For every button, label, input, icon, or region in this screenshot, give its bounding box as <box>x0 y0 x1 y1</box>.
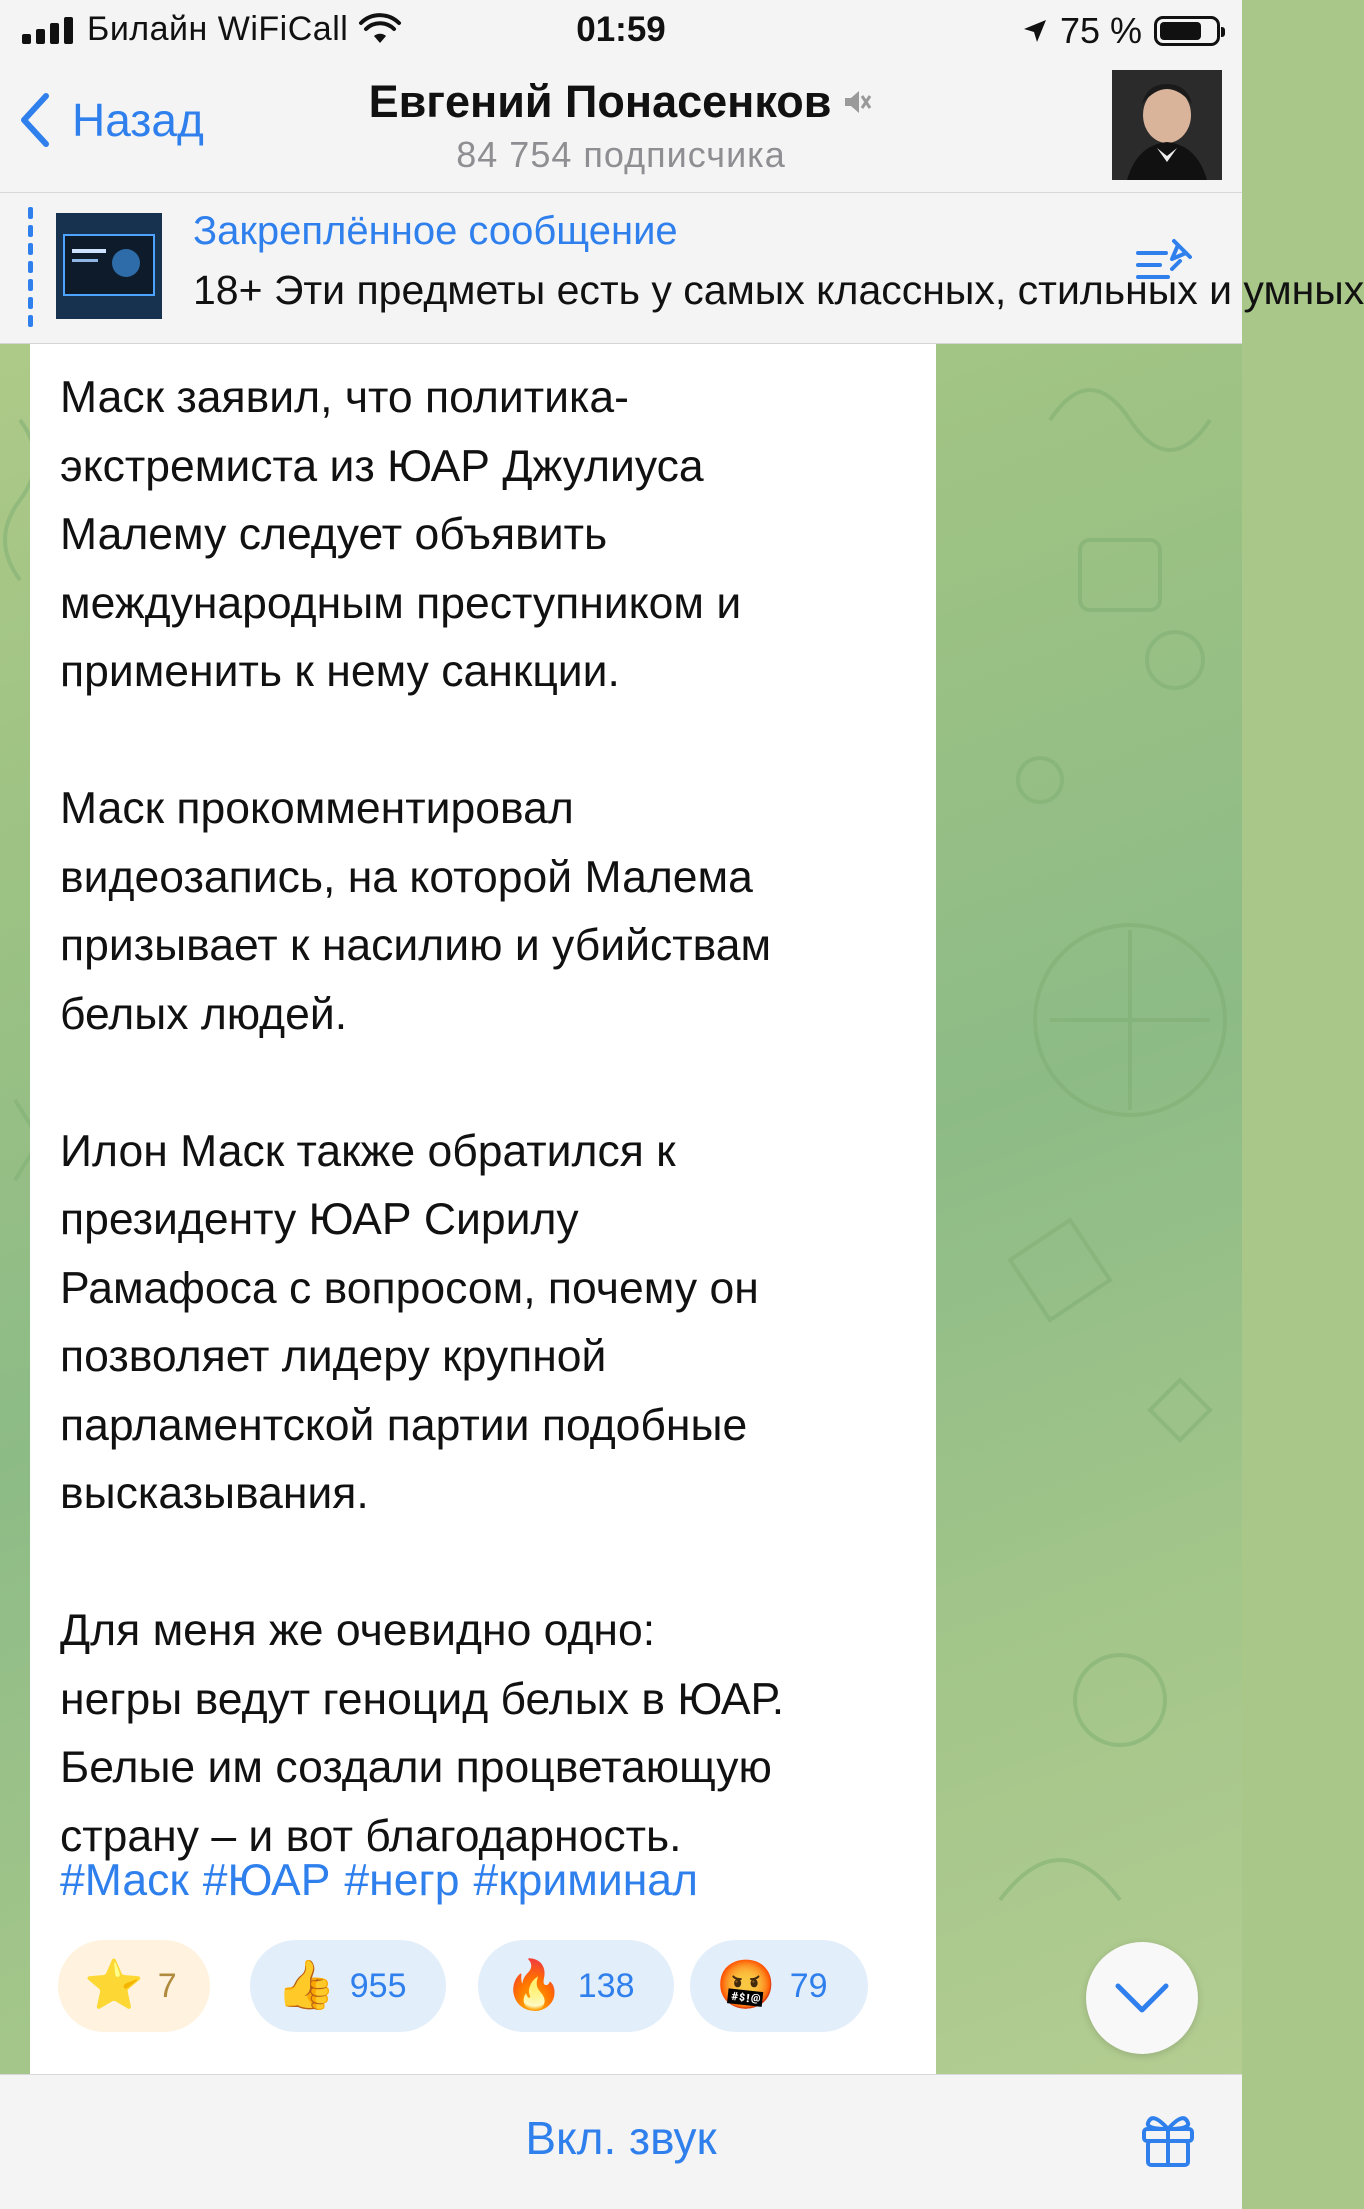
reactions-row <box>58 1940 938 2080</box>
message-text: Маск заявил, что политика- экстремиста из ЮАР Джулиуса Малему следует объявить международным преступником и применить к нему санкции. Маск прокомментировал видеозапись, на которой Малема призывает к насилию и убийствам белых людей. Илон Маск также обратился к президенту ЮАР Сирилу Рамафоса с вопросом, почему он позволяет лидеру крупной парламентской партии подобные высказывания. Для меня же очевидно одно: негры ведут геноцид белых в ЮАР. Белые им создали процветающую страну – и вот благодарность. <box>60 373 785 1861</box>
status-bar <box>0 0 1242 62</box>
channel-info[interactable] <box>0 76 1242 176</box>
pinned-list-icon[interactable] <box>1134 235 1198 291</box>
reaction-fire[interactable] <box>478 1940 674 2032</box>
muted-icon <box>841 86 873 118</box>
unmute-button[interactable]: Вкл. звук <box>525 2112 717 2164</box>
reaction-count: 7 <box>157 1966 177 2005</box>
pinned-indicator <box>28 207 34 329</box>
reaction-count: 79 <box>789 1966 828 2005</box>
subscriber-count: 84 754 подписчика <box>456 134 786 175</box>
scroll-to-bottom-button[interactable] <box>1086 1942 1198 2054</box>
reaction-thumbs-up[interactable] <box>250 1940 446 2032</box>
carrier-label: Билайн WiFiCall <box>87 10 349 48</box>
reaction-count: 138 <box>577 1966 635 2005</box>
star-icon: ⭐ <box>84 1959 144 2012</box>
thumbs-up-icon: 👍 <box>276 1959 336 2012</box>
channel-title: Евгений Понасенков <box>368 76 832 127</box>
pinned-message-bar[interactable] <box>0 193 1364 344</box>
hashtag-link[interactable]: #криминал <box>473 1856 699 1905</box>
hashtag-link[interactable]: #негр <box>344 1856 460 1905</box>
pinned-preview-text: 18+ Эти предметы есть у самых классных, стильных и умных <box>193 267 1364 313</box>
reaction-swearing[interactable] <box>690 1940 868 2032</box>
chevron-down-icon <box>1114 1982 1170 2014</box>
hashtag-link[interactable]: #ЮАР <box>202 1856 331 1905</box>
clock: 01:59 <box>576 10 666 49</box>
pinned-title: Закреплённое сообщение <box>193 209 678 253</box>
swearing-face-icon: 🤬 <box>716 1959 776 2012</box>
battery-icon <box>1154 16 1220 46</box>
message-bubble[interactable] <box>30 344 936 2074</box>
location-arrow-icon <box>1022 18 1048 44</box>
fire-icon: 🔥 <box>504 1959 564 2012</box>
bottom-bar <box>0 2074 1242 2209</box>
chat-header <box>0 62 1242 193</box>
hashtag-link[interactable]: #Маск <box>60 1856 189 1905</box>
reaction-count: 955 <box>349 1966 407 2005</box>
battery-percentage: 75 % <box>1059 10 1142 51</box>
pinned-thumbnail <box>56 213 162 319</box>
back-label: Назад <box>72 94 204 146</box>
reaction-star[interactable] <box>58 1940 210 2032</box>
gift-icon[interactable] <box>1138 2109 1198 2169</box>
channel-avatar[interactable] <box>1112 70 1222 180</box>
hashtag-list <box>60 1856 712 1906</box>
